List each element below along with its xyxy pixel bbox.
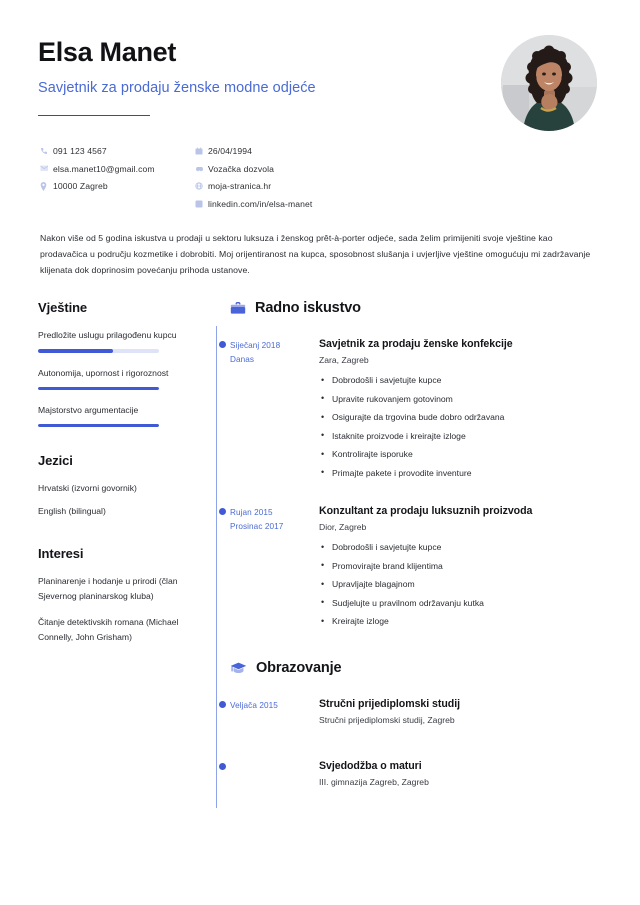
portrait-photo-graphic [501,35,597,131]
skill-item [38,328,198,352]
entry-date-range [230,698,313,734]
entry-content [313,698,602,734]
header-text-block [38,33,316,116]
interest-item: Čitanje detektivskih romana (Michael Connelly, John Grisham) [38,617,179,643]
skill-label: Majstorstvo argumentacije [38,404,139,415]
contact-license-value: Vozačka dozvola [208,163,274,174]
entry-title: Savjetnik za prodaju ženske konfekcije [319,338,513,351]
list-item: • Promovirajte brand klijentima [319,560,602,573]
linkedin-icon [195,200,208,208]
contact-license [195,164,455,174]
timeline-dot [219,763,226,770]
entry-bullet-list [319,374,602,480]
list-item: • Osigurajte da trgovina bude dobro održavana [319,411,602,424]
experience-entry [230,338,602,485]
language-item: Hrvatski (izvorni govornik) [38,482,137,493]
entry-school: III. gimnazija Zagreb, Zagreb [319,776,429,787]
contact-email [40,164,195,174]
graduation-cap-icon [230,661,247,675]
location-icon [40,182,53,191]
contact-phone [40,146,195,156]
contact-email-value: elsa.manet10@gmail.com [53,163,155,174]
education-entry [230,760,602,796]
contact-location-value: 10000 Zagreb [53,181,108,191]
skill-label: Predložite uslugu prilagođenu kupcu [38,330,177,341]
entry-company: Dior, Zagreb [319,522,367,533]
email-icon [40,164,53,173]
title-divider [38,115,150,117]
experience-section-header [230,300,602,316]
entry-date-start: Veljača 2015 [230,700,278,710]
phone-icon [40,147,53,155]
entry-bullet-list [319,541,602,628]
entry-date-range [230,338,313,485]
entry-date-range [230,760,313,796]
experience-entry [230,505,602,634]
resume-body [0,278,640,822]
list-item: • Kreirajte izloge [319,615,602,628]
list-item: • Istaknite proizvode i kreirajte izloge [319,430,602,443]
languages-heading: Jezici [38,452,73,468]
calendar-icon [195,147,208,155]
education-entry [230,698,602,734]
car-icon [195,165,208,172]
contact-linkedin [195,199,455,209]
skill-bar-track [38,424,159,427]
skill-bar-fill [38,349,113,352]
skill-bar-track [38,349,159,352]
main-column [208,300,602,822]
skill-bar-fill [38,424,159,427]
contact-block [0,131,640,216]
education-section-header [230,660,602,676]
skill-item [38,403,198,427]
briefcase-icon [230,301,246,315]
contact-website [195,181,455,191]
list-item: • Sudjelujte u pravilnom održavanju kutka [319,597,602,610]
contact-birthdate [195,146,455,156]
entry-school: Stručni prijediplomski studij, Zagreb [319,714,455,725]
page-title: Elsa Manet [38,37,177,67]
entry-title: Konzultant za prodaju luksuznih proizvoda [319,505,533,518]
entry-date-end: Prosinac 2017 [230,521,284,531]
job-title: Savjetnik za prodaju ženske modne odjeće [38,79,316,96]
interests-heading: Interesi [38,545,84,561]
timeline-dot [219,508,226,515]
entry-date-start: Rujan 2015 [230,508,273,518]
contact-column-right [195,146,455,216]
entry-content [313,505,602,634]
entry-company: Zara, Zagreb [319,355,369,366]
resume-header [0,0,640,131]
timeline-dot [219,341,226,348]
globe-icon [195,182,208,190]
contact-column-left [40,146,195,216]
experience-heading: Radno iskustvo [255,300,361,317]
entry-date-start: Siječanj 2018 [230,341,281,351]
timeline-dot [219,701,226,708]
list-item: • Upravite rukovanjem gotovinom [319,393,602,406]
contact-birthdate-value: 26/04/1994 [208,146,253,156]
entry-date-range [230,505,313,634]
skill-item [38,366,198,390]
list-item: • Primajte pakete i provodite inventure [319,467,602,480]
list-item: • Upravljajte blagajnom [319,578,602,591]
skill-label: Autonomija, upornost i rigoroznost [38,367,169,378]
entry-content [313,338,602,485]
skills-heading: Vještine [38,300,88,316]
sidebar [38,300,208,656]
avatar [501,35,597,131]
entry-content [313,760,602,796]
entry-title: Svjedodžba o maturi [319,759,422,772]
list-item: • Dobrodošli i savjetujte kupce [319,374,602,387]
skill-bar-track [38,387,159,390]
contact-location [40,181,195,191]
list-item: • Dobrodošli i savjetujte kupce [319,541,602,554]
skill-bar-fill [38,387,159,390]
contact-phone-value: 091 123 4567 [53,146,107,156]
language-item: English (bilingual) [38,506,106,517]
interest-item: Planinarenje i hodanje u prirodi (član Sjevernog planinarskog kluba) [38,575,178,601]
entry-title: Stručni prijediplomski studij [319,697,460,710]
education-heading: Obrazovanje [256,659,342,676]
entry-date-end: Danas [230,354,255,364]
timeline-line [216,326,217,808]
contact-website-value: moja-stranica.hr [208,181,272,191]
list-item: • Kontrolirajte isporuke [319,448,602,461]
contact-linkedin-value: linkedin.com/in/elsa-manet [208,198,313,209]
professional-summary: Nakon više od 5 godina iskustva u prodaji u sektoru luksuza i ženskog prêt-à-porter odjeće, sada želim primijeniti svoje vještine kao prodavačica u području kozmetike i dobrobiti. Moj orijentiranost na kupca, sposobnost slušanja i uvjerljive vještine omogućuju mi zadržavanje klijenata dok doprinosim povećanju prihoda ustanove. [40,233,591,276]
